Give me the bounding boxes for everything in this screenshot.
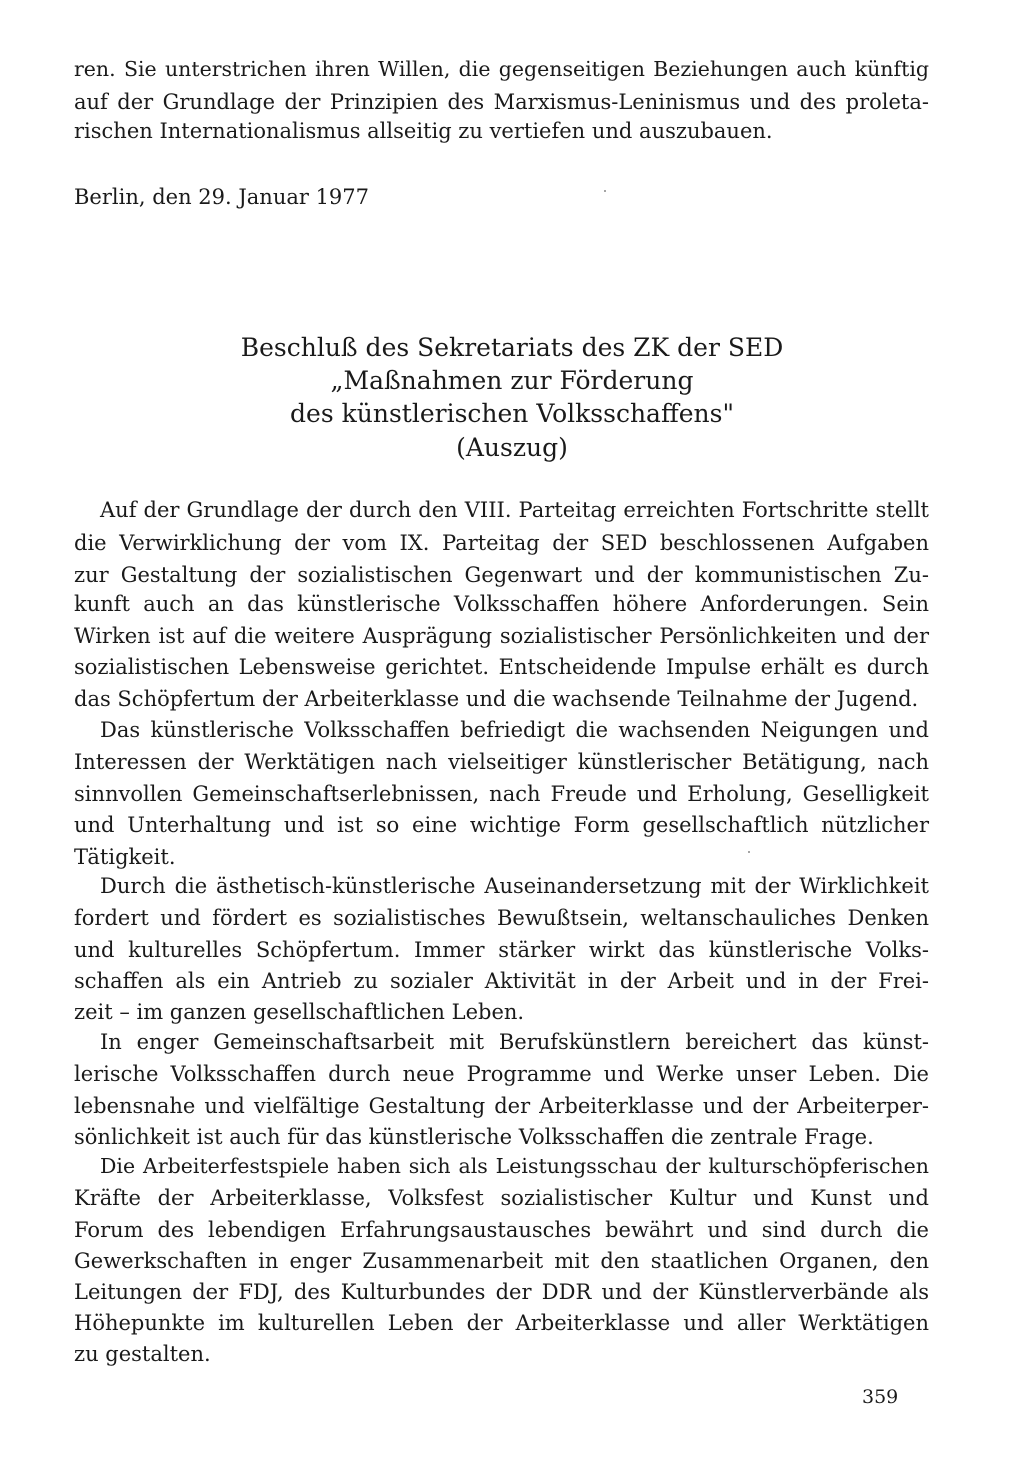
text-line: auf der Grundlage der Prinzipien des Marxismus-Leninismus und des proleta- [74,90,929,114]
text-line: Die Arbeiterfestspiele haben sich als Leistungsschau der kulturschöpferischen [100,1154,929,1178]
text-line: Leitungen der FDJ, des Kulturbundes der DDR und der Künstlerverbände als [74,1280,929,1304]
text-line: kunft auch an das künstlerische Volksschaffen höhere Anforderungen. Sein [74,592,929,616]
text-line: Durch die ästhetisch-künstlerische Auseinandersetzung mit der Wirklichkeit [100,874,929,898]
title-line: „Maßnahmen zur Förderung [330,366,694,395]
text-line: Tätigkeit. [74,845,176,869]
dateline: Berlin, den 29. Januar 1977 [74,185,370,209]
text-line: In enger Gemeinschaftsarbeit mit Berufskünstlern bereichert das künst- [100,1030,929,1054]
text-line: rischen Internationalismus allseitig zu vertiefen und auszubauen. [74,119,773,143]
text-line: Auf der Grundlage der durch den VIII. Parteitag erreichten Fortschritte stellt [100,498,929,522]
text-line: Interessen der Werktätigen nach vielseitiger künstlerischer Betätigung, nach [74,750,929,774]
text-line: zur Gestaltung der sozialistischen Gegenwart und der kommunistischen Zu- [74,563,929,587]
text-line: fordert und fördert es sozialistisches Bewußtsein, weltanschauliches Denken [74,906,929,930]
page-number: 359 [862,1386,899,1408]
title-line: Beschluß des Sekretariats des ZK der SED [240,333,784,362]
text-line: lebensnahe und vielfältige Gestaltung der Arbeiterklasse und der Arbeiterper- [74,1094,929,1118]
text-line: sönlichkeit ist auch für das künstlerische Volksschaffen die zentrale Frage. [74,1125,874,1149]
scan-speck [604,190,606,192]
text-line: zeit – im ganzen gesellschaftlichen Leben. [74,1000,525,1024]
text-line: Kräfte der Arbeiterklasse, Volksfest sozialistischer Kultur und Kunst und [74,1186,929,1210]
text-line: schaffen als ein Antrieb zu sozialer Aktivität in der Arbeit und in der Frei- [74,969,929,993]
text-line: und Unterhaltung und ist so eine wichtige Form gesellschaftlich nützlicher [74,813,929,837]
text-line: Wirken ist auf die weitere Ausprägung sozialistischer Persönlichkeiten und der [74,624,929,648]
text-line: die Verwirklichung der vom IX. Parteitag der SED beschlossenen Aufgaben [74,531,929,555]
text-line: sozialistischen Lebensweise gerichtet. Entscheidende Impulse erhält es durch [74,655,929,679]
scan-speck [748,851,750,853]
title-line: des künstlerischen Volksschaffens" [290,399,734,428]
text-line: ren. Sie unterstrichen ihren Willen, die gegenseitigen Beziehungen auch künftig [74,57,929,81]
text-line: sinnvollen Gemeinschaftserlebnissen, nach Freude und Erholung, Geselligkeit [74,782,929,806]
text-line: und kulturelles Schöpfertum. Immer stärker wirkt das künstlerische Volks- [74,938,929,962]
text-line: Gewerkschaften in enger Zusammenarbeit mit den staatlichen Organen, den [74,1249,929,1273]
text-line: zu gestalten. [74,1342,211,1366]
text-line: Forum des lebendigen Erfahrungsaustausches bewährt und sind durch die [74,1218,929,1242]
text-line: Das künstlerische Volksschaffen befriedigt die wachsenden Neigungen und [100,718,929,742]
title-line: (Auszug) [456,433,568,462]
text-line: das Schöpfertum der Arbeiterklasse und die wachsende Teilnahme der Jugend. [74,687,919,711]
text-line: Höhepunkte im kulturellen Leben der Arbeiterklasse und aller Werktätigen [74,1311,929,1335]
text-line: lerische Volksschaffen durch neue Programme und Werke unser Leben. Die [74,1062,929,1086]
